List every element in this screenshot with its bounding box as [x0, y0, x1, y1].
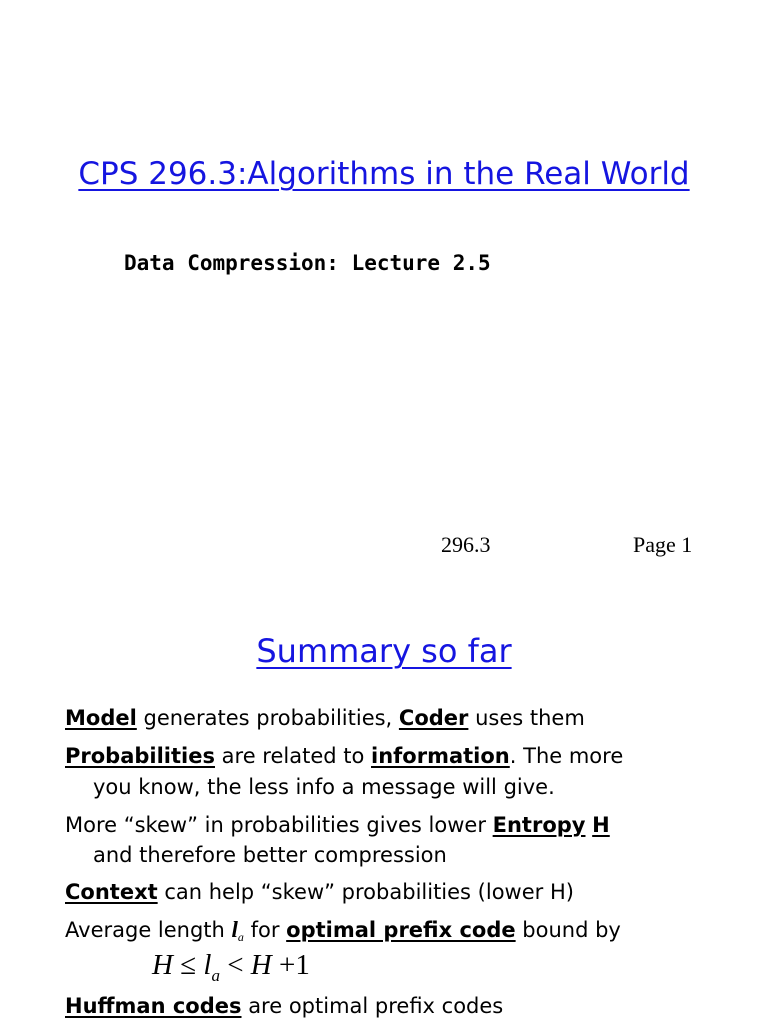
keyword-information: information [371, 744, 510, 768]
line-text: are related to [214, 744, 372, 768]
symbol-subscript-a: a [237, 930, 244, 944]
symbol-l: l [231, 917, 238, 942]
summary-line-continuation: you know, the less info a message will give. [93, 775, 555, 799]
line-text: uses them [468, 706, 585, 730]
footer-page-number: Page 1 [633, 532, 693, 557]
entropy-bound-formula [152, 949, 310, 986]
keyword-context: Context [65, 880, 158, 904]
line-text: generates probabilities, [136, 706, 399, 730]
line-text: for [243, 918, 287, 942]
summary-line-average-length [65, 917, 621, 950]
line-text: More “skew” in probabilities gives lower [65, 813, 493, 837]
line-text: bound by [515, 918, 621, 942]
formula-l: l [203, 949, 212, 981]
formula-h: H [152, 949, 173, 981]
formula-subscript-a: a [211, 966, 220, 985]
formula-le: ≤ [172, 949, 204, 981]
summary-line-model [65, 705, 585, 731]
formula-lt: < [219, 949, 251, 981]
summary-line-probabilities [65, 743, 623, 769]
keyword-optimal-prefix-code: optimal prefix code [286, 918, 516, 942]
formula-plus-one: +1 [271, 949, 310, 981]
keyword-huffman-codes: Huffman codes [65, 994, 242, 1018]
line-text: Average length [65, 918, 232, 942]
keyword-model: Model [65, 706, 137, 730]
line-text: are optimal prefix codes [241, 994, 504, 1018]
line-text: . The more [509, 744, 624, 768]
line-text: can help “skew” probabilities (lower H) [157, 880, 574, 904]
slide1-subtitle: Data Compression: Lecture 2.5 [124, 251, 491, 275]
slide1-title: CPS 296.3:Algorithms in the Real World [78, 156, 690, 192]
summary-line-huffman [65, 993, 503, 1019]
keyword-coder: Coder [398, 706, 469, 730]
keyword-probabilities: Probabilities [65, 744, 215, 768]
keyword-h: H [592, 813, 610, 837]
formula-h: H [250, 949, 272, 981]
summary-line-context [65, 879, 574, 905]
footer-course-number: 296.3 [441, 532, 491, 557]
keyword-entropy: Entropy [492, 813, 586, 837]
summary-line-compression: and therefore better compression [93, 843, 447, 867]
summary-line-skew [65, 812, 610, 838]
slide2-title: Summary so far [256, 632, 512, 670]
